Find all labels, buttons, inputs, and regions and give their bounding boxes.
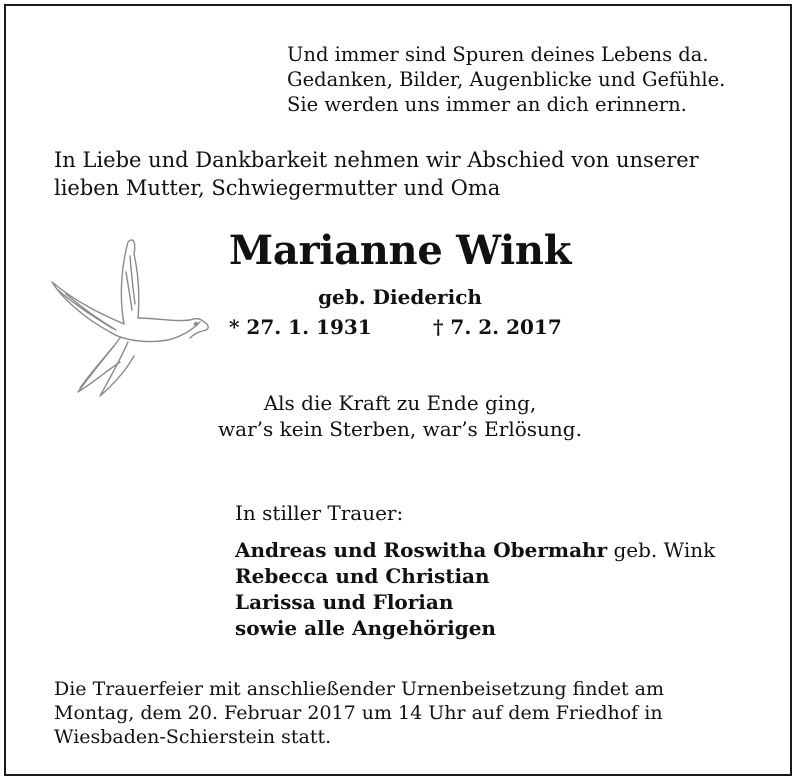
funeral-line: Die Trauerfeier mit anschließender Urnenbeisetzung findet am: [54, 678, 664, 700]
intro-text: [54, 146, 699, 202]
verse-line: Sie werden uns immer an dich erinnern.: [287, 93, 687, 116]
mourning-label: In stiller Trauer:: [235, 501, 404, 525]
deceased-name: Marianne Wink: [228, 227, 572, 274]
funeral-line: Montag, dem 20. Februar 2017 um 14 Uhr auf dem Friedhof in: [54, 702, 663, 724]
opening-verse: [287, 42, 725, 117]
verse-line: war’s kein Sterben, war’s Erlösung.: [218, 417, 582, 441]
mourner-line: Larissa und Florian: [235, 590, 454, 614]
birth-date: * 27. 1. 1931: [229, 315, 372, 339]
birth-name: geb. Diederich: [318, 285, 482, 309]
mourner-birth-name: geb. Wink: [607, 538, 716, 562]
mourners-list: [235, 537, 715, 641]
closing-verse: [0, 390, 800, 442]
intro-line: In Liebe und Dankbarkeit nehmen wir Abschied von unserer: [54, 148, 699, 172]
mourner-line: [235, 537, 715, 563]
funeral-info: [54, 677, 664, 749]
death-date: † 7. 2. 2017: [433, 315, 562, 339]
mourner-line: Rebecca und Christian: [235, 564, 490, 588]
verse-line: Und immer sind Spuren deines Lebens da.: [287, 43, 709, 66]
verse-line: Gedanken, Bilder, Augenblicke und Gefühle.: [287, 68, 726, 91]
verse-line: Als die Kraft zu Ende ging,: [263, 391, 537, 415]
intro-line: lieben Mutter, Schwiegermutter und Oma: [54, 176, 501, 200]
funeral-line: Wiesbaden-Schierstein statt.: [54, 726, 332, 748]
mourner-names: Andreas und Roswitha Obermahr: [235, 538, 608, 562]
mourner-line: sowie alle Angehörigen: [235, 616, 496, 640]
